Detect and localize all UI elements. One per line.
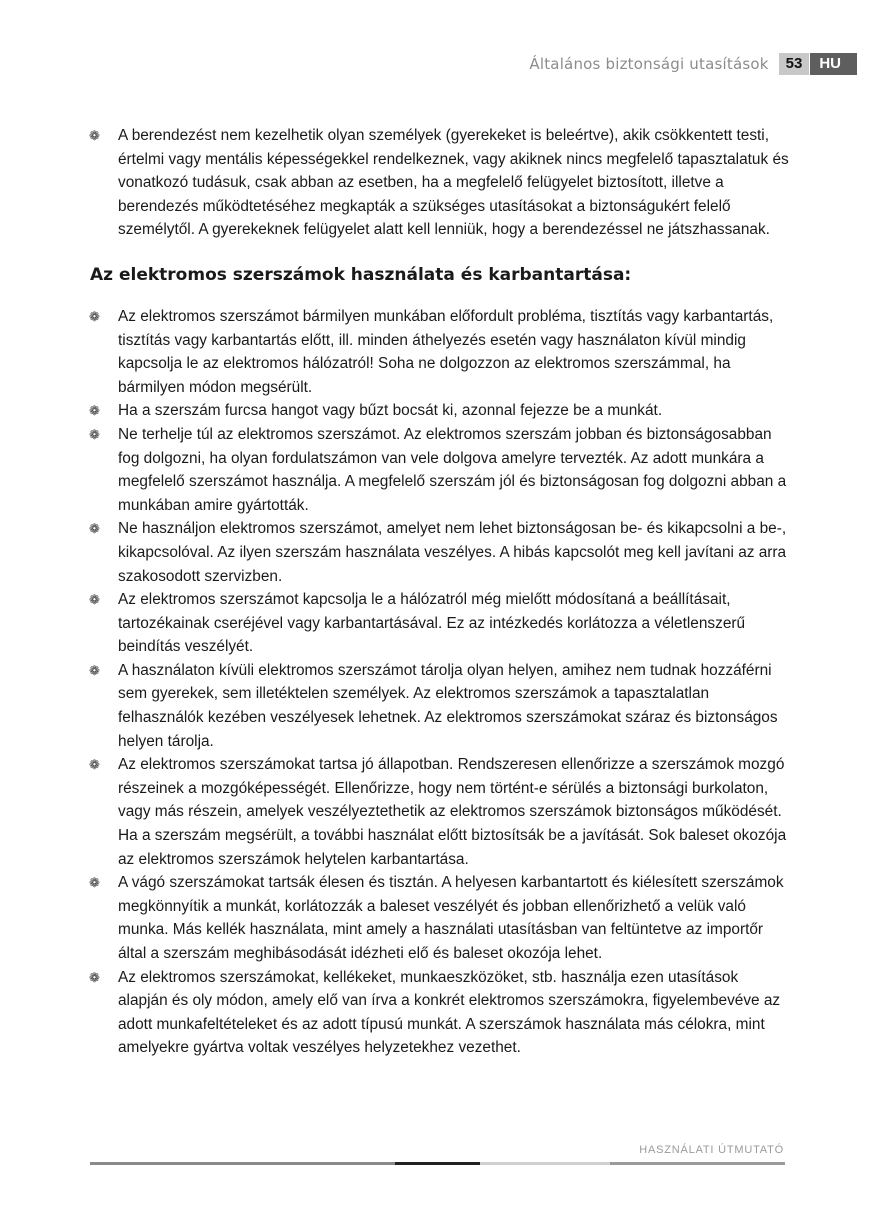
list-item	[90, 124, 790, 242]
list-item-text: Az elektromos szerszámot bármilyen munkában előfordult probléma, tisztítás vagy karbantartás, tisztítás vagy karbantartás előtt, ill. minden áthelyezés esetén vagy használaton kívül mindig kapcsolja le az elektromos hálózatról! Soha ne dolgozzon az elektromos szerszámmal, ha bármilyen módon megsérült.	[118, 307, 774, 396]
flower-bullet-icon: ❁	[89, 875, 100, 891]
flower-bullet-icon: ❁	[89, 757, 100, 773]
list-item-text: A vágó szerszámokat tartsák élesen és tisztán. A helyesen karbantartott és kiélesített szerszámok megkönnyítik a munkát, korlátozzák a baleset veszélyét és jobban ellenőrizhető a velük való munka. Más kellék használata, mint amely a használati utasításban van feltüntetve az importőr által a szerszám meghibásodását idézheti elő és baleset okozója lehet.	[118, 874, 784, 962]
list-item	[90, 423, 790, 517]
header-title: Általános biztonsági utasítások	[529, 55, 769, 73]
list-item	[90, 517, 790, 588]
flower-bullet-icon: ❁	[89, 426, 100, 442]
page-number: 53	[779, 53, 810, 75]
list-item	[90, 305, 790, 399]
flower-bullet-icon: ❁	[89, 521, 100, 537]
list-item-text: Az elektromos szerszámokat, kellékeket, munkaeszközöket, stb. használja ezen utasítások alapján és oly módon, amely elő van írva a konkrét elektromos szerszámokra, figyelembevéve az adott munkafeltételeket és az adott típusú munkát. A szerszámok használata más célokra, mint amelyekre gyártva voltak veszélyes helyzetekhez vezethet.	[118, 968, 781, 1057]
list-item-text: Az elektromos szerszámot kapcsolja le a hálózatról még mielőtt módosítaná a beállításait, tartozékainak cseréjével vagy karbantartásával. Ez az intézkedés korlátozza a véletlenszerű beindítás veszélyét.	[118, 591, 746, 656]
flower-bullet-icon: ❁	[89, 592, 100, 608]
list-item	[90, 966, 790, 1060]
footer-rule-segment	[480, 1162, 610, 1165]
footer-rule-segment	[610, 1162, 785, 1165]
list-item-text: A használaton kívüli elektromos szerszámot tárolja olyan helyen, amihez nem tudnak hozzáférni sem gyerekek, sem illetéktelen személyek. Az elektromos szerszámok a tapasztalatlan felhasználók kezében veszélyesek lehetnek. Az elektromos szerszámokat száraz és biztonságos helyen tárolja.	[118, 661, 778, 750]
flower-bullet-icon: ❁	[89, 308, 100, 324]
section-list	[90, 305, 790, 1060]
footer-label: HASZNÁLATI ÚTMUTATÓ	[639, 1144, 784, 1156]
flower-bullet-icon: ❁	[89, 662, 100, 678]
flower-bullet-icon: ❁	[89, 969, 100, 985]
list-item-text: Az elektromos szerszámokat tartsa jó állapotban. Rendszeresen ellenőrizze a szerszámok mozgó részeinek a mozgóképességét. Ellenőrizze, hogy nem történt-e sérülés a biztonsági burkolaton, vagy más részein, amelyek veszélyeztethetik az elektromos szerszámok biztonságos működését. Ha a szerszám megsérült, a további használat előtt biztosítsák be a javítását. Sok baleset okozója az elektromos szerszámok helytelen karbantartása.	[118, 756, 787, 868]
list-item-text: Ha a szerszám furcsa hangot vagy bűzt bocsát ki, azonnal fejezze be a munkát.	[118, 402, 663, 420]
list-item	[90, 659, 790, 753]
list-item-text: Ne használjon elektromos szerszámot, amelyet nem lehet biztonságosan be- és kikapcsolni a be-, kikapcsolóval. Az ilyen szerszám használata veszélyes. A hibás kapcsolót meg kell javítani az arra szakosodott szervizben.	[118, 520, 787, 585]
list-item	[90, 753, 790, 871]
footer-rule-segment	[90, 1162, 395, 1165]
section-heading: Az elektromos szerszámok használata és karbantartása:	[90, 264, 632, 285]
flower-bullet-icon: ❁	[89, 403, 100, 419]
intro-list	[90, 124, 790, 242]
language-tag: HU	[810, 53, 857, 75]
list-item	[90, 871, 790, 965]
list-item	[90, 399, 790, 423]
main-content	[90, 124, 790, 1060]
footer-rule-segment	[395, 1162, 480, 1165]
page-header	[529, 53, 857, 75]
list-item	[90, 588, 790, 659]
list-item-text: A berendezést nem kezelhetik olyan személyek (gyerekeket is beleértve), akik csökkentett testi, értelmi vagy mentális képességekkel rendelkeznek, vagy akiknek nincs megfelelő tapasztalatuk és vonatkozó tudásuk, csak abban az esetben, ha a megfelelő felügyelet biztosított, illetve a berendezés működtetéséhez megkapták a szükséges utasításokat a biztonságukért felelő személytől. A gyerekeknek felügyelet alatt kell lenniük, hogy a berendezéssel ne játszhassanak.	[118, 127, 789, 239]
flower-bullet-icon: ❁	[89, 128, 100, 143]
list-item-text: Ne terhelje túl az elektromos szerszámot. Az elektromos szerszám jobban és biztonságosabban fog dolgozni, ha olyan fordulatszámon van vele dolgova amelyre tervezték. Az adott munkára a megfelelő szerszámot használja. A megfelelő szerszám jól és biztonságosan fog dolgozni abban a munkában amire gyártották.	[118, 425, 787, 514]
